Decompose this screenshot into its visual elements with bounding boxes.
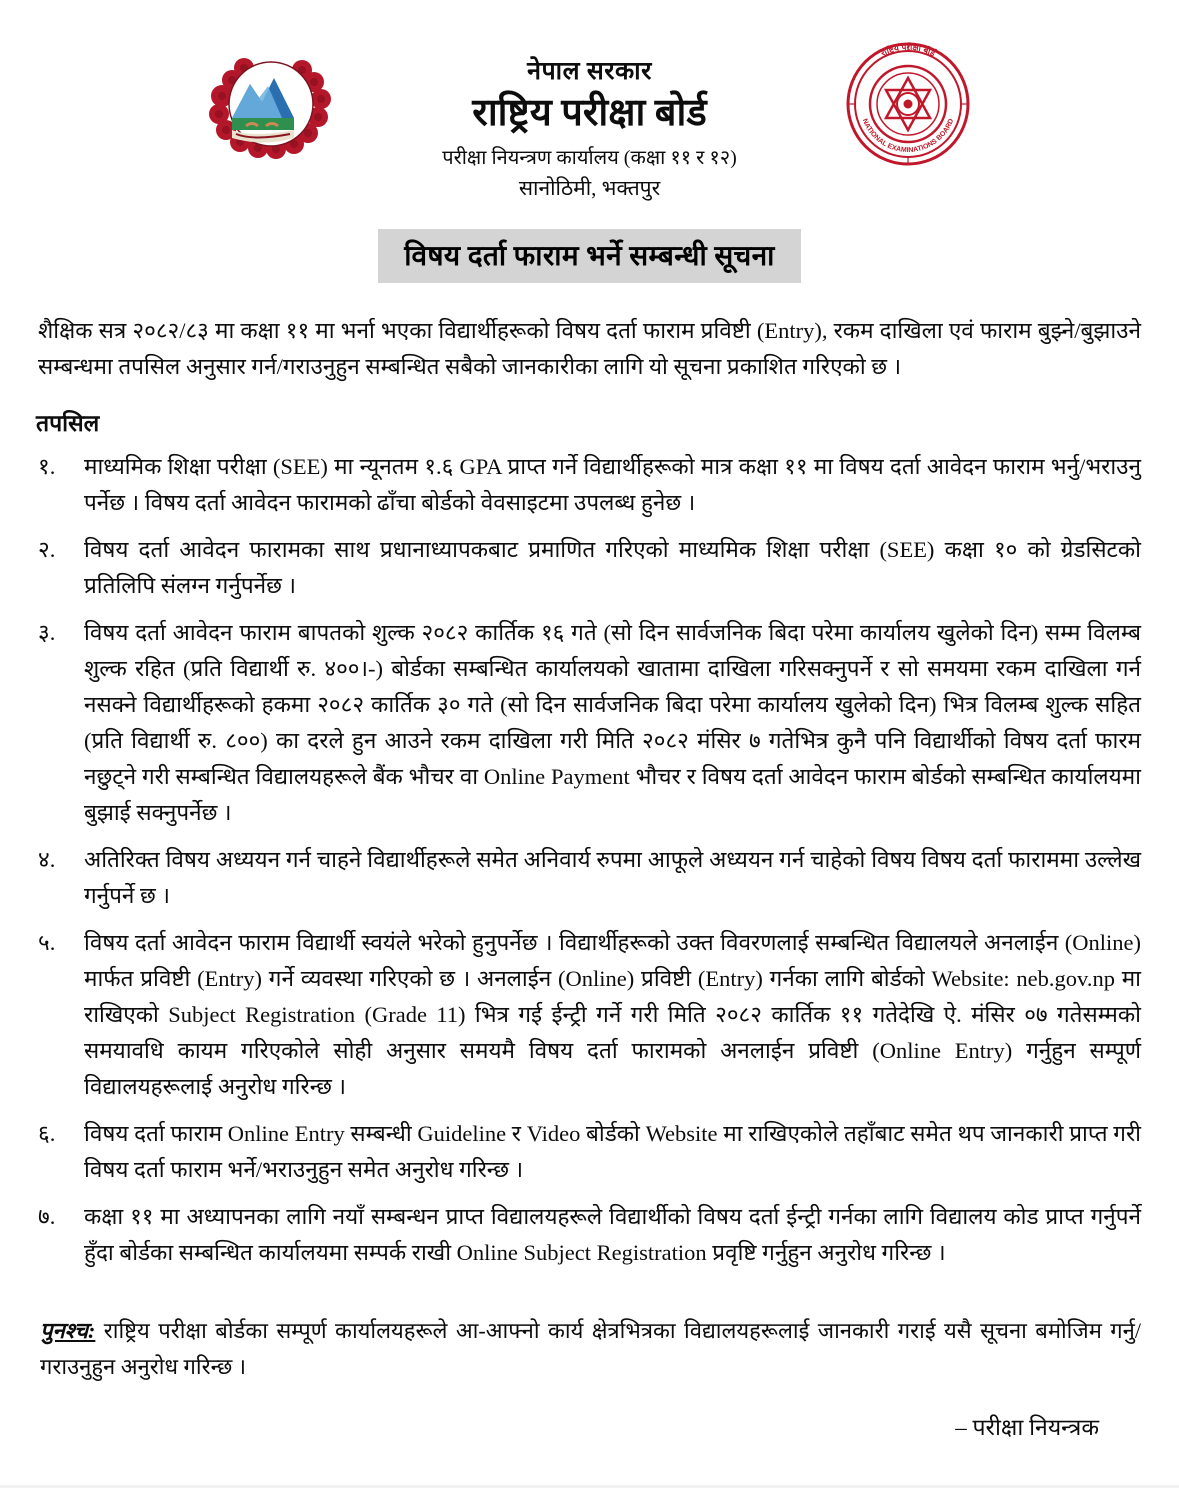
list-item <box>34 449 1145 521</box>
item-number: २. <box>38 536 56 562</box>
item-text: कक्षा ११ मा अध्यापनका लागि नयाँ सम्बन्धन प्राप्त विद्यालयहरूले विद्यार्थीको विषय दर्ता ईन्ट्री गर्नका लागि विद्यालय कोड प्राप्त गर्नुपर्ने हुँदा बोर्डका सम्बन्धित कार्यालयमा सम्पर्क राखी Online Subject Registration प्रवृष्टि गर्नुहुन अनुरोध गरिन्छ । <box>84 1203 1141 1265</box>
svg-text:राष्ट्रिय परीक्षा बोर्ड: राष्ट्रिय परीक्षा बोर्ड <box>878 41 937 59</box>
item-text: विषय दर्ता आवेदन फाराम बापतको शुल्क २०८२ कार्तिक १६ गते (सो दिन सार्वजनिक बिदा परेमा कार्यालय खुलेको दिन) सम्म विलम्ब शुल्क रहित (प्रति विद्यार्थी रु. ४००।-) बोर्डका सम्बन्धित कार्यालयको खातामा दाखिला गरिसक्नुपर्ने र सो समयमा रकम दाखिला गर्न नसक्ने विद्यार्थीहरूको हकमा २०८२ कार्तिक ३० गते (सो दिन सार्वजनिक बिदा परेमा कार्यालय खुलेको दिन) भित्र विलम्ब शुल्क सहित (प्रति विद्यार्थी रु. ८००) का दरले हुन आउने रकम दाखिला गरी मिति २०८२ मंसिर ७ गतेभित्र कुनै पनि विद्यार्थीको विषय दर्ता फारम नछुट्ने गरी सम्बन्धित विद्यालयहरूले बैंक भौचर वा Online Payment भौचर र विषय दर्ता आवेदन फाराम बोर्डको सम्बन्धित कार्यालयमा बुझाई सक्नुपर्नेछ । <box>84 619 1141 825</box>
notice-title: विषय दर्ता फाराम भर्ने सम्बन्धी सूचना <box>378 229 800 283</box>
item-number: ६. <box>38 1120 56 1146</box>
item-number: ५. <box>38 929 56 955</box>
item-text: विषय दर्ता फाराम Online Entry सम्बन्धी Guideline र Video बोर्डको Website मा राखिएकोले तहाँबाट समेत थप जानकारी प्राप्त गरी विषय दर्ता फाराम भर्ने/भराउनुहुन समेत अनुरोध गरिन्छ । <box>84 1120 1141 1182</box>
list-item <box>34 532 1145 604</box>
intro-paragraph: शैक्षिक सत्र २०८२/८३ मा कक्षा ११ मा भर्ना भएका विद्यार्थीहरूको विषय दर्ता फाराम प्रविष्टी (Entry), रकम दाखिला एवं फाराम बुझ्ने/बुझाउने सम्बन्धमा तपसिल अनुसार गर्न/गराउनुहुन सम्बन्धित सबैको जानकारीका लागि यो सूचना प्रकाशित गरिएको छ । <box>38 318 1141 380</box>
office-line: परीक्षा नियन्त्रण कार्यालय (कक्षा ११ र १२) <box>442 146 737 169</box>
item-number: ३. <box>38 619 56 645</box>
national-examinations-board-seal <box>838 34 978 170</box>
notice-title-wrap <box>34 229 1145 283</box>
item-text: विषय दर्ता आवेदन फाराम विद्यार्थी स्वयंले भरेको हुनुपर्नेछ । विद्यार्थीहरूको उक्त विवरणलाई सम्बन्धित विद्यालयले अनलाईन (Online) मार्फत प्रविष्टी (Entry) गर्ने व्यवस्था गरिएको छ । अनलाईन (Online) प्रविष्टी (Entry) गर्नका लागि बोर्डको Website: neb.gov.np मा राखिएको Subject Registration (Grade 11) भित्र गई ईन्ट्री गर्ने गरी मिति २०८२ कार्तिक ११ गतेदेखि ऐ. मंसिर ०७ गतेसम्मको समयावधि कायम गरिएकोले सोही अनुसार समयमै विषय दर्ता फारामको अनलाईन प्रविष्टी (Online Entry) गर्नुहुन सम्पूर्ण विद्यालयहरूलाई अनुरोध गरिन्छ । <box>84 929 1141 1099</box>
board-name: राष्ट्रिय परीक्षा बोर्ड <box>472 92 707 135</box>
signature-line: – परीक्षा नियन्त्रक <box>955 1415 1099 1441</box>
postscript <box>34 1313 1145 1384</box>
header-text-block <box>360 32 820 203</box>
government-line: नेपाल सरकार <box>527 58 652 85</box>
item-text: विषय दर्ता आवेदन फारामका साथ प्रधानाध्यापकबाट प्रमाणित गरिएको माध्यमिक शिक्षा परीक्षा (SEE) कक्षा १० को ग्रेडसिटको प्रतिलिपि संलग्न गर्नुपर्नेछ । <box>84 536 1141 598</box>
postscript-text: राष्ट्रिय परीक्षा बोर्डका सम्पूर्ण कार्यालयहरूले आ-आफ्नो कार्य क्षेत्रभित्रका विद्यालयहरूलाई जानकारी गराई यसै सूचना बमोजिम गर्नु/गराउनुहुन अनुरोध गरिन्छ । <box>40 1317 1141 1379</box>
item-number: ४. <box>38 846 56 872</box>
svg-text:NATIONAL EXAMINATIONS BOARD: NATIONAL EXAMINATIONS BOARD <box>860 117 955 155</box>
nepal-government-emblem <box>202 38 342 168</box>
list-item <box>34 925 1145 1105</box>
item-text: माध्यमिक शिक्षा परीक्षा (SEE) मा न्यूनतम १.६ GPA प्राप्त गर्ने विद्यार्थीहरूको मात्र कक्षा ११ मा विषय दर्ता आवेदन फाराम भर्नु/भराउनु पर्नेछ । विषय दर्ता आवेदन फारामको ढाँचा बोर्डको वेवसाइटमा उपलब्ध हुनेछ । <box>84 453 1141 515</box>
list-item <box>34 615 1145 831</box>
list-item <box>34 1116 1145 1188</box>
notice-items-list <box>34 449 1145 1271</box>
list-item <box>34 842 1145 914</box>
item-number: ७. <box>38 1203 56 1229</box>
list-item <box>34 1199 1145 1271</box>
item-number: १. <box>38 453 56 479</box>
section-label-tapasil: तपसिल <box>36 410 100 436</box>
document-header <box>34 26 1145 203</box>
place-line: सानोठिमी, भक्तपुर <box>518 175 661 200</box>
postscript-label: पुनश्च: <box>40 1317 96 1343</box>
item-text: अतिरिक्त विषय अध्ययन गर्न चाहने विद्यार्थीहरूले समेत अनिवार्य रुपमा आफूले अध्ययन गर्न चाहेको विषय विषय दर्ता फाराममा उल्लेख गर्नुपर्ने छ । <box>84 846 1141 908</box>
